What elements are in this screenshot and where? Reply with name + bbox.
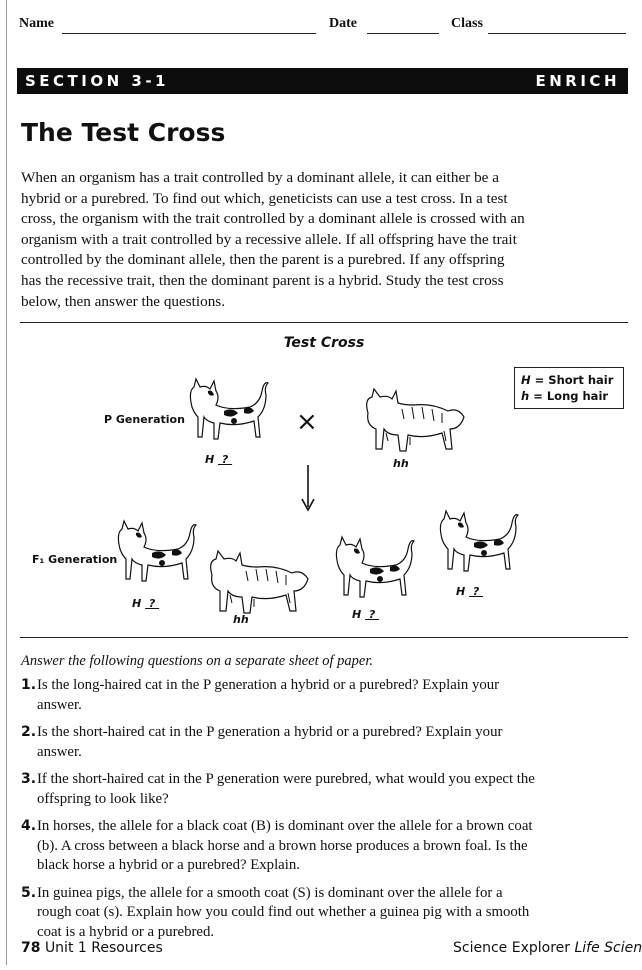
p-longhair-cat — [358, 389, 468, 453]
key-h-symbol: h — [521, 389, 530, 403]
page-title: The Test Cross — [21, 118, 226, 147]
f1-genotype-4: H ? — [456, 585, 484, 598]
question-item: 4. In horses, the allele for a black coat (B) is dominant over the allele for a brown coat (b). A cross between a black horse and a brown horse produces a brown foal. Is the black horse a hybrid or a purebred? Explain. — [21, 818, 533, 873]
question-item: 2. Is the short-haired cat in the P generation a hybrid or a purebred? Explain your answer. — [21, 724, 503, 760]
class-label: Class — [451, 16, 483, 31]
name-line — [62, 33, 316, 34]
footer-unit: Unit 1 Resources — [44, 940, 163, 956]
allele-key — [514, 367, 624, 409]
footer-right — [453, 940, 642, 956]
cross-symbol: × — [296, 407, 318, 437]
question-item: 1. Is the long-haired cat in the P generation a hybrid or a purebred? Explain your answer. — [21, 677, 500, 713]
name-label: Name — [19, 16, 54, 31]
p-longhair-genotype: hh — [393, 457, 409, 470]
section-number: SECTION 3-1 — [25, 72, 169, 90]
p-generation-label: P Generation — [104, 413, 185, 426]
test-cross-figure — [20, 322, 628, 638]
left-margin-rule — [6, 0, 7, 965]
f1-genotype-3: H ? — [352, 608, 380, 621]
key-H-symbol: H — [521, 373, 531, 387]
date-line — [367, 33, 439, 34]
f1-genotype-1: H ? — [132, 597, 160, 610]
f1-genotype-2: hh — [233, 613, 249, 626]
section-band — [17, 68, 628, 94]
intro-paragraph: When an organism has a trait controlled by a dominant allele, it can either be a hybrid or a purebred. To find out which, geneticists can use a test cross. In a test cross, the organism with the trait controlled by a dominant allele is crossed with an organism with a trait controlled by a recessive allele. If all offspring have the trait controlled by the dominant allele, then the parent is a purebred. If any offspring has the recessive trait, then the dominant parent is a hybrid. Study the test cross below, then answer the questions. — [21, 169, 525, 310]
key-H-text: = Short hair — [534, 373, 614, 387]
questions-intro: Answer the following questions on a separate sheet of paper. — [21, 653, 374, 669]
questions-list — [21, 676, 536, 950]
p-shorthair-cat — [180, 377, 272, 443]
date-label: Date — [329, 16, 357, 31]
down-arrow-icon — [298, 463, 318, 513]
class-line — [488, 33, 626, 34]
footer-book-italic: Life Scien — [574, 940, 642, 956]
page-number: 78 — [21, 940, 41, 956]
question-item: 3. If the short-haired cat in the P generation were purebred, what would you expect the offspring to look like? — [21, 771, 535, 807]
p-shorthair-genotype: H ? — [205, 453, 233, 466]
f1-shorthair-cat-2 — [326, 535, 418, 601]
key-h-text: = Long hair — [533, 389, 609, 403]
f1-longhair-cat — [202, 551, 312, 615]
question-item: 5. In guinea pigs, the allele for a smooth coat (S) is dominant over the allele for a rough coat (s). Explain how you could find out whether a guinea pig with a smooth coat is a hybrid or a purebred. — [21, 884, 530, 940]
f1-shorthair-cat-3 — [430, 509, 522, 575]
f1-generation-label: F₁ Generation — [32, 553, 118, 566]
figure-title: Test Cross — [283, 335, 365, 351]
enrich-tag: ENRICH — [535, 72, 620, 90]
footer-book: Science Explorer — [453, 940, 571, 956]
f1-shorthair-cat-1 — [108, 519, 200, 585]
footer-left — [21, 940, 163, 956]
